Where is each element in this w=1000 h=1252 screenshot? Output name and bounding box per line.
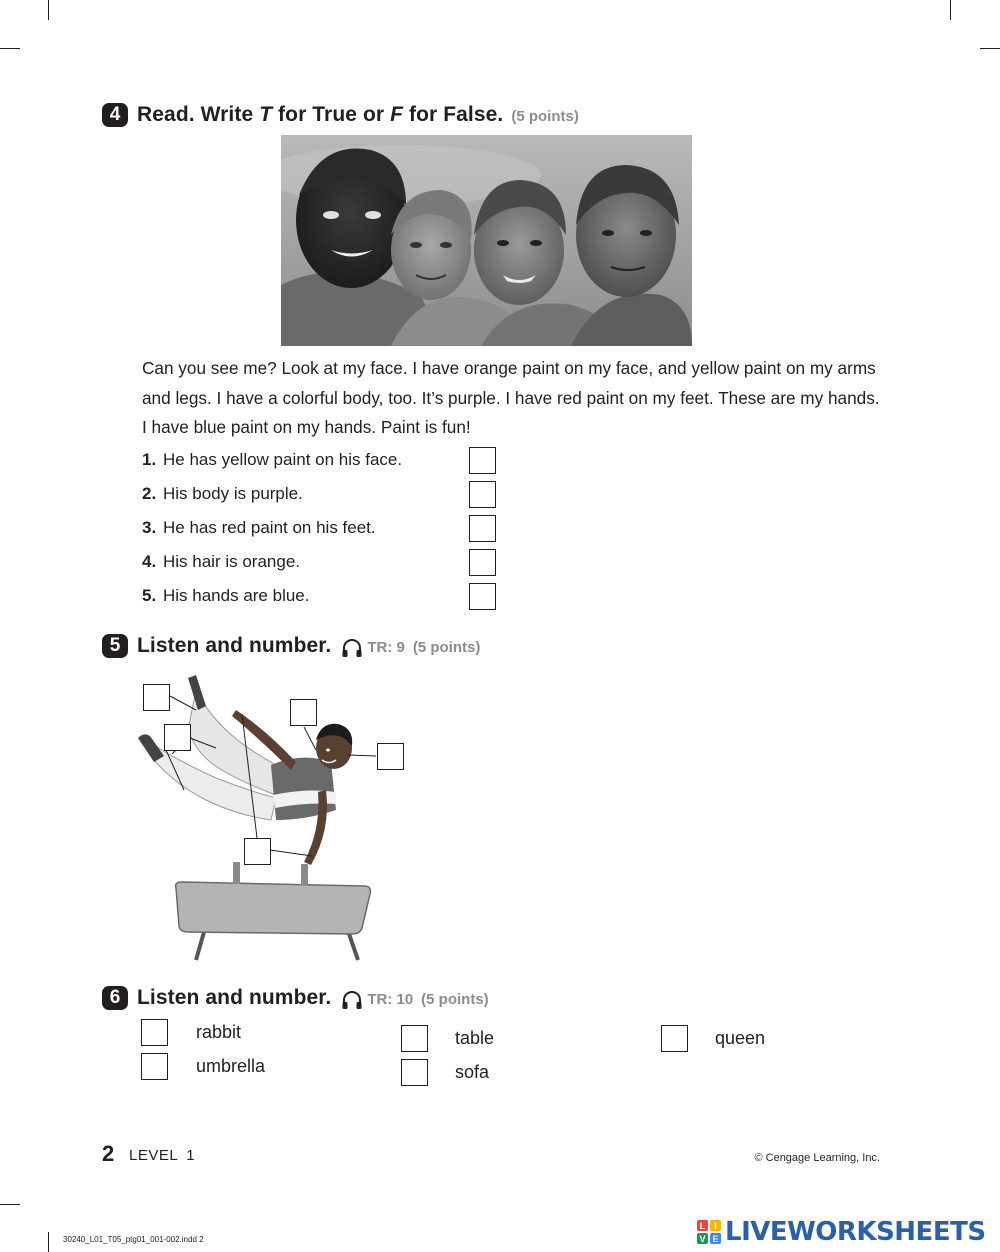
tf-item — [142, 518, 376, 538]
word-rabbit: rabbit — [196, 1022, 242, 1042]
item-number: 4. — [142, 552, 157, 571]
level-text: LEVEL — [129, 1147, 179, 1164]
copyright: © Cengage Learning, Inc. — [754, 1152, 880, 1164]
word-number-box-umbrella[interactable] — [141, 1053, 168, 1080]
crop-mark — [0, 48, 20, 49]
section-title — [137, 103, 503, 127]
title-part: Read. Write — [137, 103, 260, 126]
item-number: 1. — [142, 450, 157, 469]
title-part: for False. — [403, 103, 504, 126]
level-value: 1 — [186, 1147, 196, 1164]
title-part-italic: F — [390, 103, 404, 126]
tf-item — [142, 450, 402, 470]
tf-item — [142, 484, 303, 504]
word-number-box-sofa[interactable] — [401, 1059, 428, 1086]
title-part-italic: T — [259, 103, 273, 126]
word-number-box-rabbit[interactable] — [141, 1019, 168, 1046]
word-sofa: sofa — [455, 1062, 490, 1082]
tf-answer-box-4[interactable] — [469, 549, 496, 576]
points-label: (5 points) — [412, 639, 481, 656]
item-statement: He has red paint on his feet. — [163, 518, 376, 537]
points-label: (5 points) — [511, 108, 579, 125]
painted-children-photo — [281, 135, 692, 346]
gymnast-illustration — [136, 670, 416, 962]
reading-passage: Can you see me? Look at my face. I have orange paint on my face, and yellow paint on my arms and legs. I have a colorful body, too. It’s purple. I have red paint on my feet. These are my hands. I have blue paint on my hands. Paint is fun! — [142, 358, 880, 438]
item-number: 3. — [142, 518, 157, 537]
item-statement: He has yellow paint on his face. — [163, 450, 403, 469]
logo-letter: I — [710, 1220, 721, 1231]
tf-answer-box-3[interactable] — [469, 515, 496, 542]
item-statement: His body is purple. — [163, 484, 303, 503]
section-number-badge: 6 — [102, 986, 128, 1010]
logo-letter: V — [697, 1233, 708, 1244]
section-4-header — [102, 103, 579, 127]
section-number-badge: 4 — [102, 103, 128, 127]
headphones-icon — [341, 638, 363, 658]
tf-item — [142, 586, 309, 606]
file-slug: 30240_L01_T05_ptg01_001-002.indd 2 — [63, 1235, 204, 1244]
track-label: TR: 10 — [367, 991, 414, 1008]
item-statement: His hair is orange. — [163, 552, 301, 571]
liveworksheets-watermark — [697, 1216, 986, 1248]
word-number-box-table[interactable] — [401, 1025, 428, 1052]
item-statement: His hands are blue. — [163, 586, 310, 605]
logo-letter: E — [710, 1233, 721, 1244]
gymnast-label-box[interactable] — [143, 684, 170, 711]
points-label: (5 points) — [421, 991, 489, 1008]
headphones-icon — [341, 990, 363, 1010]
tf-answer-box-5[interactable] — [469, 583, 496, 610]
gymnast-label-box[interactable] — [244, 838, 271, 865]
word-umbrella: umbrella — [196, 1056, 266, 1076]
section-title: Listen and number. — [137, 634, 332, 657]
crop-mark — [0, 1204, 20, 1205]
word-number-box-queen[interactable] — [661, 1025, 688, 1052]
crop-mark — [48, 0, 49, 20]
section-6-header — [102, 986, 489, 1010]
watermark-text: LIVEWORKSHEETS — [725, 1217, 986, 1247]
section-number-badge: 5 — [102, 634, 128, 658]
tf-item — [142, 552, 300, 572]
crop-mark — [48, 1232, 49, 1252]
section-title: Listen and number. — [137, 986, 332, 1009]
page-number: 2 — [102, 1141, 115, 1166]
logo-letter: L — [697, 1220, 708, 1231]
gymnast-label-box[interactable] — [290, 699, 317, 726]
title-part: for True or — [272, 103, 391, 126]
item-number: 2. — [142, 484, 157, 503]
crop-mark — [980, 48, 1000, 49]
gymnast-label-box[interactable] — [377, 743, 404, 770]
gymnast-label-box[interactable] — [164, 724, 191, 751]
tf-answer-box-1[interactable] — [469, 447, 496, 474]
tf-answer-box-2[interactable] — [469, 481, 496, 508]
level-label — [129, 1147, 195, 1164]
section-5-header — [102, 634, 480, 658]
crop-mark — [950, 0, 951, 20]
word-table: table — [455, 1028, 495, 1048]
track-label: TR: 9 — [367, 639, 405, 656]
liveworksheets-logo-icon — [697, 1220, 721, 1244]
item-number: 5. — [142, 586, 157, 605]
word-queen: queen — [715, 1028, 766, 1048]
